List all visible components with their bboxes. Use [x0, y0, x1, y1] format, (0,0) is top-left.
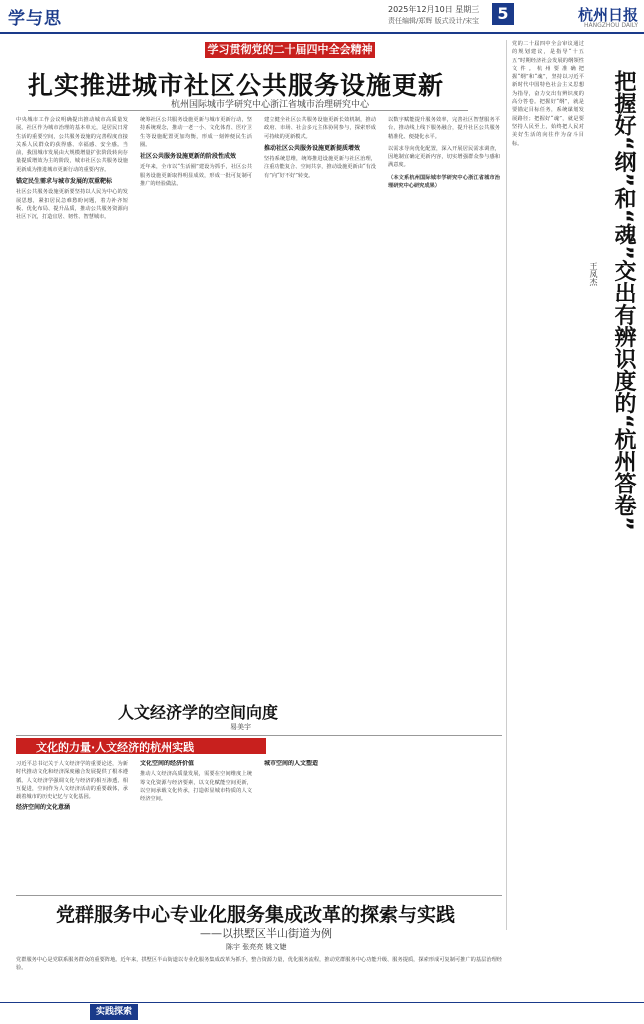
issue-date: 2025年12月10日 星期三	[388, 5, 480, 14]
article2-col1-text: 习近平总书记关于人文经济学的重要论述，为新时代推动文化和经济深度融合发展提供了根本遵循。人文经济学强调文化与经济的相互渗透、相互促进，空间作为人文经济活动的重要载体，承载着城市的历史记忆与文化基因。	[16, 761, 128, 801]
article1-col4	[388, 116, 500, 676]
footer-section-tag: 实践探索	[90, 1004, 138, 1020]
editor-credits: 责任编辑/郑辉 版式设计/宋宝	[388, 17, 479, 25]
right-column-body	[512, 40, 584, 970]
article1-body	[16, 116, 504, 676]
article2-col1	[16, 760, 128, 890]
article1-col2b-text: 近年来，全市以“生活圈”建设为抓手，社区公共服务设施更新取得明显成效，形成一批可复制可推广的经验做法。	[140, 164, 252, 188]
article2-subhead2: 文化空间的经济价值	[140, 760, 195, 767]
article1-col3-text: 建立健全社区公共服务设施更新长效机制，推动政府、市场、社会多元主体协同参与，探索形成可持续的更新模式。	[264, 117, 376, 140]
article1-col3	[264, 116, 376, 676]
article2-title: 人文经济学的空间向度	[118, 703, 279, 722]
article2-column-tag-text: 文化的力量·人文经济的杭州实践	[36, 741, 195, 754]
newspaper-logo-sub: HANGZHOU DAILY	[584, 22, 638, 29]
header-rule	[0, 32, 644, 34]
article3-body	[16, 956, 502, 1000]
article1-col4-text: 以数字赋能提升服务效率，完善社区智慧服务平台，推动线上线下服务融合，提升社区公共服务精准化、便捷化水平。	[388, 117, 500, 140]
article1-byline: 杭州国际城市学研究中心浙江省城市治理研究中心	[170, 100, 369, 110]
footer-rule	[0, 1002, 644, 1003]
article1-col1	[16, 116, 128, 676]
article3-subtitle: ——以拱墅区半山街道为例	[200, 927, 332, 940]
article1-banner: 学习贯彻党的二十届四中全会精神	[205, 42, 375, 58]
article1-rule	[28, 110, 468, 111]
article1-col1-text: 中央城市工作会议明确提出推动城市高质量发展。社区作为城市治理的基本单元，是居民日常生活的重要空间，公共服务设施的完善程度直接关系人民群众的获得感、幸福感、安全感。当前，我国城市发展由大规模增量扩张阶段转向存量提质增效为主的阶段，城市社区公共服务设施更新成为推进城市更新行动的重要内容。	[16, 117, 128, 173]
newspaper-logo: 杭州日报	[577, 6, 638, 24]
article3-author: 陈宇 张亮亮 姚文婕	[226, 943, 287, 951]
article3-title: 党群服务中心专业化服务集成改革的探索与实践	[56, 904, 456, 926]
article3-text: 党群服务中心是党联系服务群众的重要阵地。近年来，拱墅区半山街道以专业化服务集成改革为抓手，整合资源力量，优化服务流程，推动党群服务中心功能升级、服务提质，探索形成可复制可推广的基层治理经验。	[16, 957, 502, 972]
article2-col3	[264, 760, 500, 890]
right-column-text: 党的二十届四中全会审议通过的规划建议，是指导“十五五”时期经济社会发展的纲领性文件。杭州要准确把握“纲”和“魂”，坚持以习近平新时代中国特色社会主义思想为指导，奋力交出有辨识度的高分答卷。把握好“纲”，就是要锚定目标任务，系统谋划发展路径；把握好“魂”，就是要坚持人民至上，始终把人民对美好生活的向往作为奋斗目标。	[512, 41, 584, 147]
page-number: 5	[492, 3, 514, 25]
article1-note: （本文系杭州国际城市学研究中心浙江省城市治理研究中心研究成果）	[388, 174, 500, 190]
article2-rule	[16, 735, 502, 736]
article2-subhead3: 城市空间的人文塑造	[264, 760, 319, 767]
article1-col1b-text: 社区公共服务设施更新要坚持以人民为中心的发展思想，紧扣居民急难愁盼问题，着力补齐短板、优化布局、提升品质，推动公共服务资源向社区下沉，打造宜居、韧性、智慧城市。	[16, 189, 128, 221]
column-divider	[506, 40, 507, 930]
article1-col2-subhead: 社区公共服务设施更新的阶段性成效	[140, 153, 237, 161]
right-column-author: 王凤杰	[589, 262, 598, 286]
article1-col1-subhead: 锚定民生需求与城市发展的双重靶标	[16, 178, 113, 186]
article1-col2	[140, 116, 252, 676]
article1-col3b-text: 坚持系统思维，统筹推进设施更新与社区治理，注重功能复合、空间共享，推动设施更新由“有没有”向“好不好”转变。	[264, 156, 376, 179]
section-title: 学与思	[8, 9, 62, 29]
right-column-title: 把握好“纲”和“魂”交出有辨识度的“杭州答卷”	[611, 70, 636, 531]
article1-col4b-text: 以需求导向优化配置，深入开展居民需求调查，因地制宜确定更新内容，切实增强群众参与感和满意度。	[388, 145, 500, 169]
article2-body	[16, 760, 502, 890]
article3-rule	[16, 895, 502, 896]
article1-col2-text: 统筹社区公共服务设施更新与城市更新行动，坚持系统观念，推动一老一小、文化体育、医疗卫生等设施配置更加均衡，形成一刻钟便民生活圈。	[140, 117, 252, 148]
article1-title: 扎实推进城市社区公共服务设施更新	[28, 71, 445, 100]
article2-col2	[140, 760, 252, 890]
article2-author: 易美宇	[230, 723, 251, 731]
article1-col3-subhead: 推动社区公共服务设施更新提质增效	[264, 144, 361, 152]
article2-col2-text: 推动人文经济高质量发展，需要在空间维度上统筹文化资源与经济要素，以文化赋能空间更新，以空间承载文化传承，打造彰显城市特质的人文经济空间。	[140, 771, 252, 803]
article2-subhead1: 经济空间的文化意涵	[16, 804, 71, 812]
